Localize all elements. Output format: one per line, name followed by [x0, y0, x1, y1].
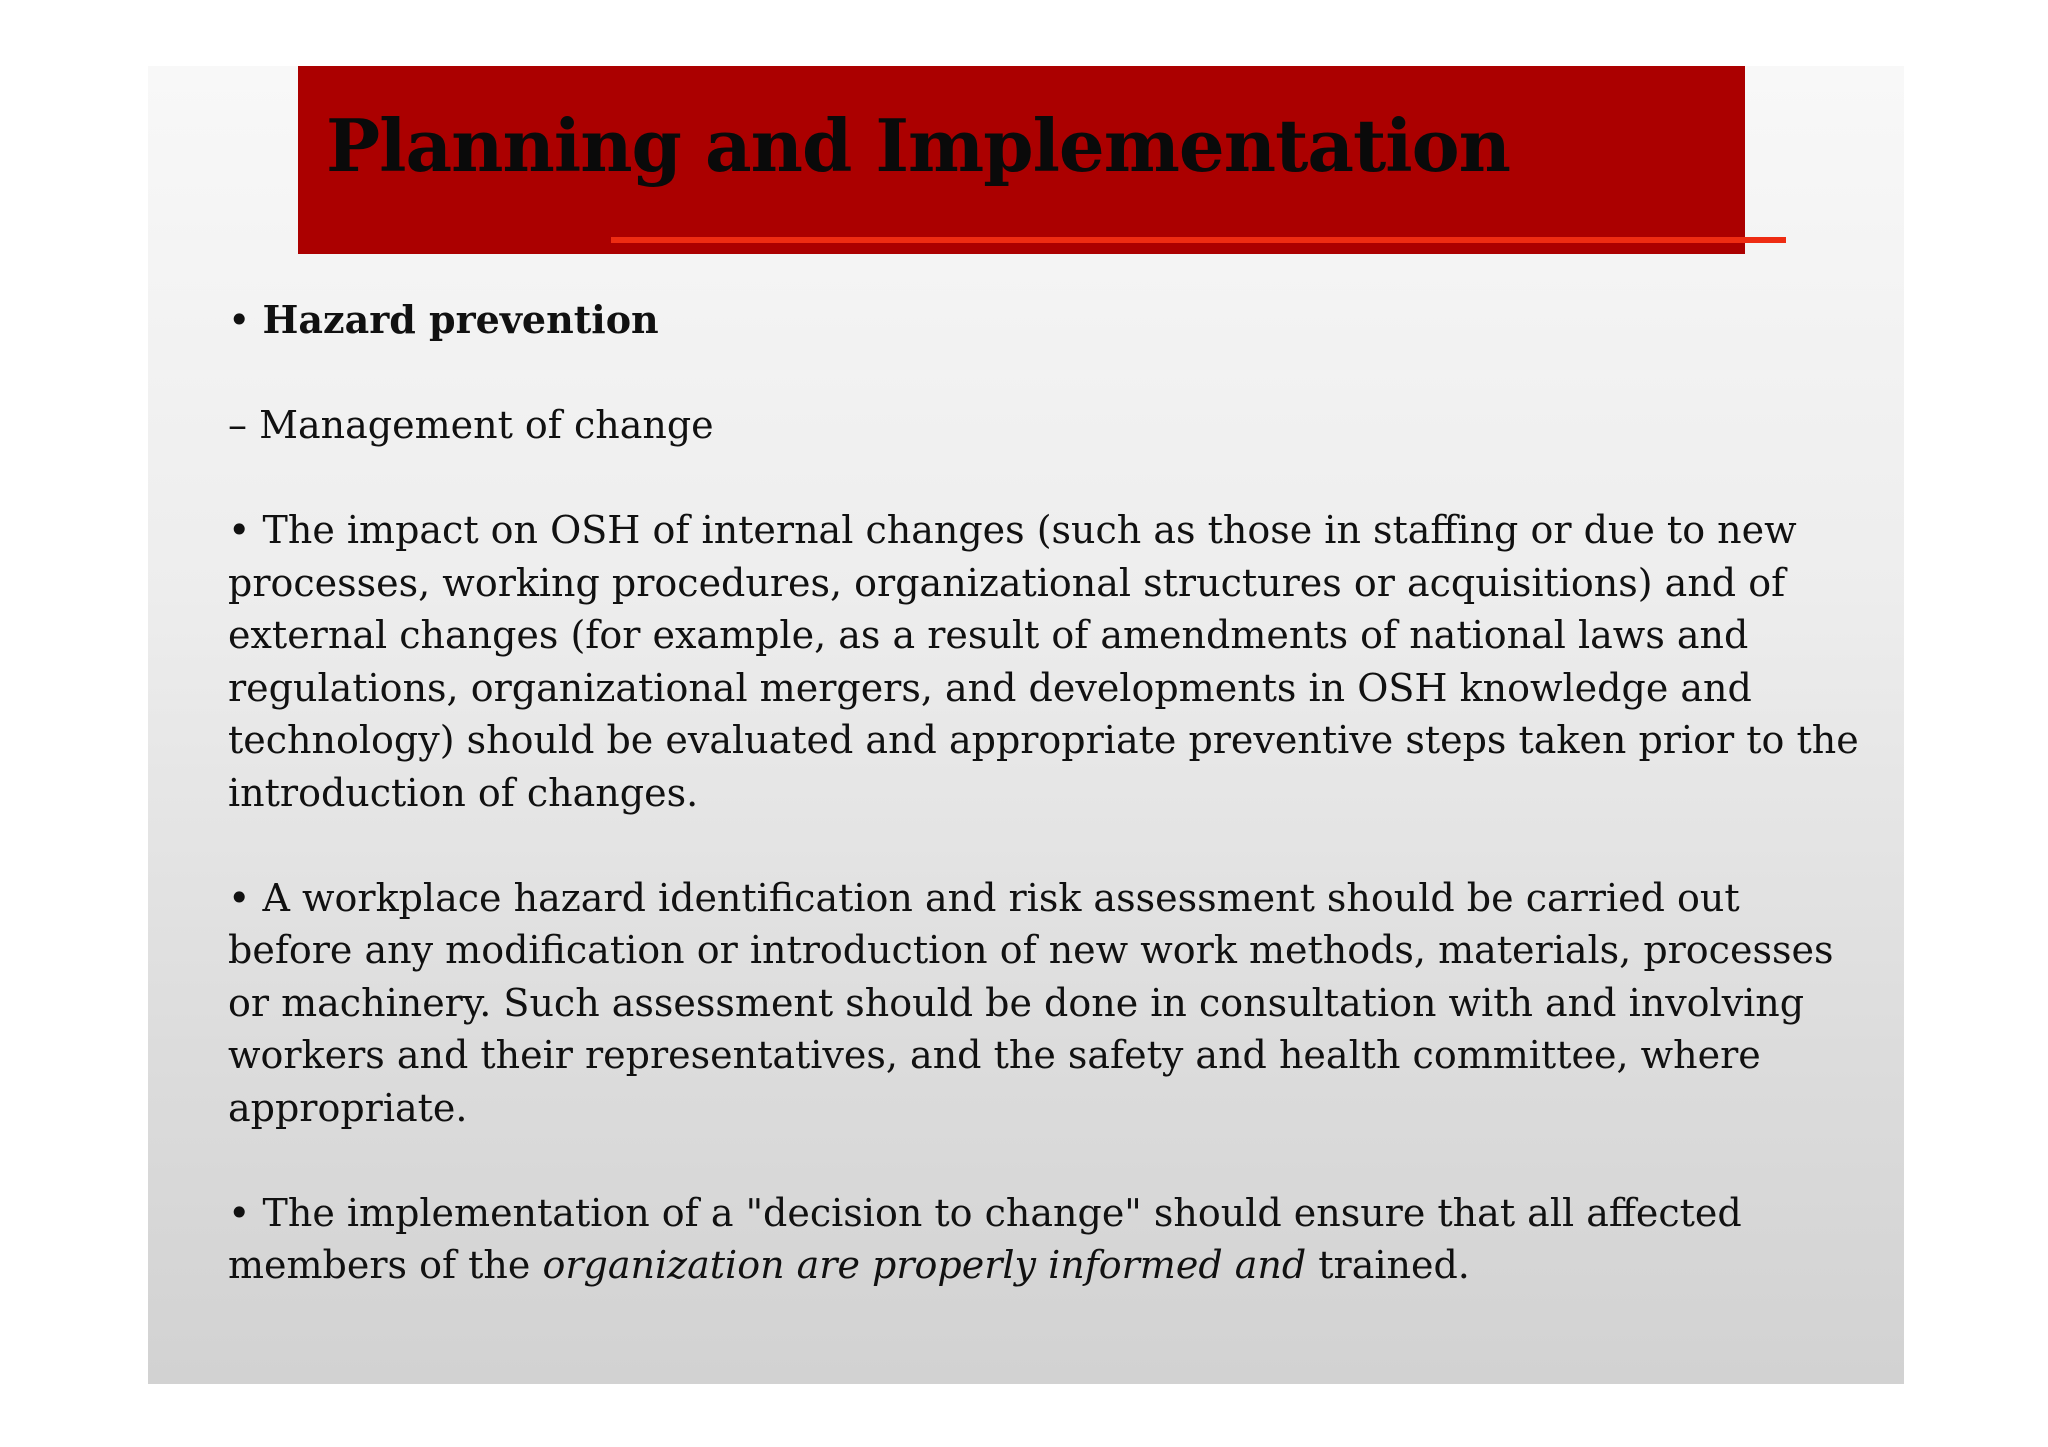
spacer: [228, 1134, 1868, 1187]
spacer: [228, 347, 1868, 400]
title-bar: [298, 66, 1745, 254]
accent-line: [611, 237, 1786, 243]
spacer: [228, 452, 1868, 505]
heading-item: [228, 294, 1868, 347]
slide-title: Planning and Implementation: [326, 103, 1510, 188]
paragraph-3-start: • The implementation of a "decision to change" should ensure that all affected members of the: [228, 1190, 1742, 1287]
sub-item: – Management of change: [228, 403, 714, 447]
paragraph-1: • The impact on OSH of internal changes (such as those in staffing or due to new processes, working procedures, organizational structures or acquisitions) and of external changes (for example, as a result of amendments of national laws and regulations, organizational mergers, and developments in OSH knowledge and technology) should be evaluated and appropriate preventive steps taken prior to the introduction of changes.: [228, 508, 1859, 815]
spacer: [228, 819, 1868, 872]
slide-body: [228, 294, 1868, 1292]
heading-text: Hazard prevention: [262, 297, 659, 342]
slide: [148, 66, 1904, 1384]
paragraph-3-italic: organization are properly informed and: [542, 1243, 1307, 1287]
paragraph-3: [228, 1187, 1868, 1292]
paragraph-2: • A workplace hazard identification and risk assessment should be carried out before any modification or introduction of new work methods, materials, processes or machinery. Such assessment should be done in consultation with and involving workers and their representatives, and the safety and health committee, where appropriate.: [228, 875, 1834, 1130]
heading-bullet: •: [228, 298, 263, 342]
paragraph-3-end: trained.: [1306, 1243, 1470, 1287]
